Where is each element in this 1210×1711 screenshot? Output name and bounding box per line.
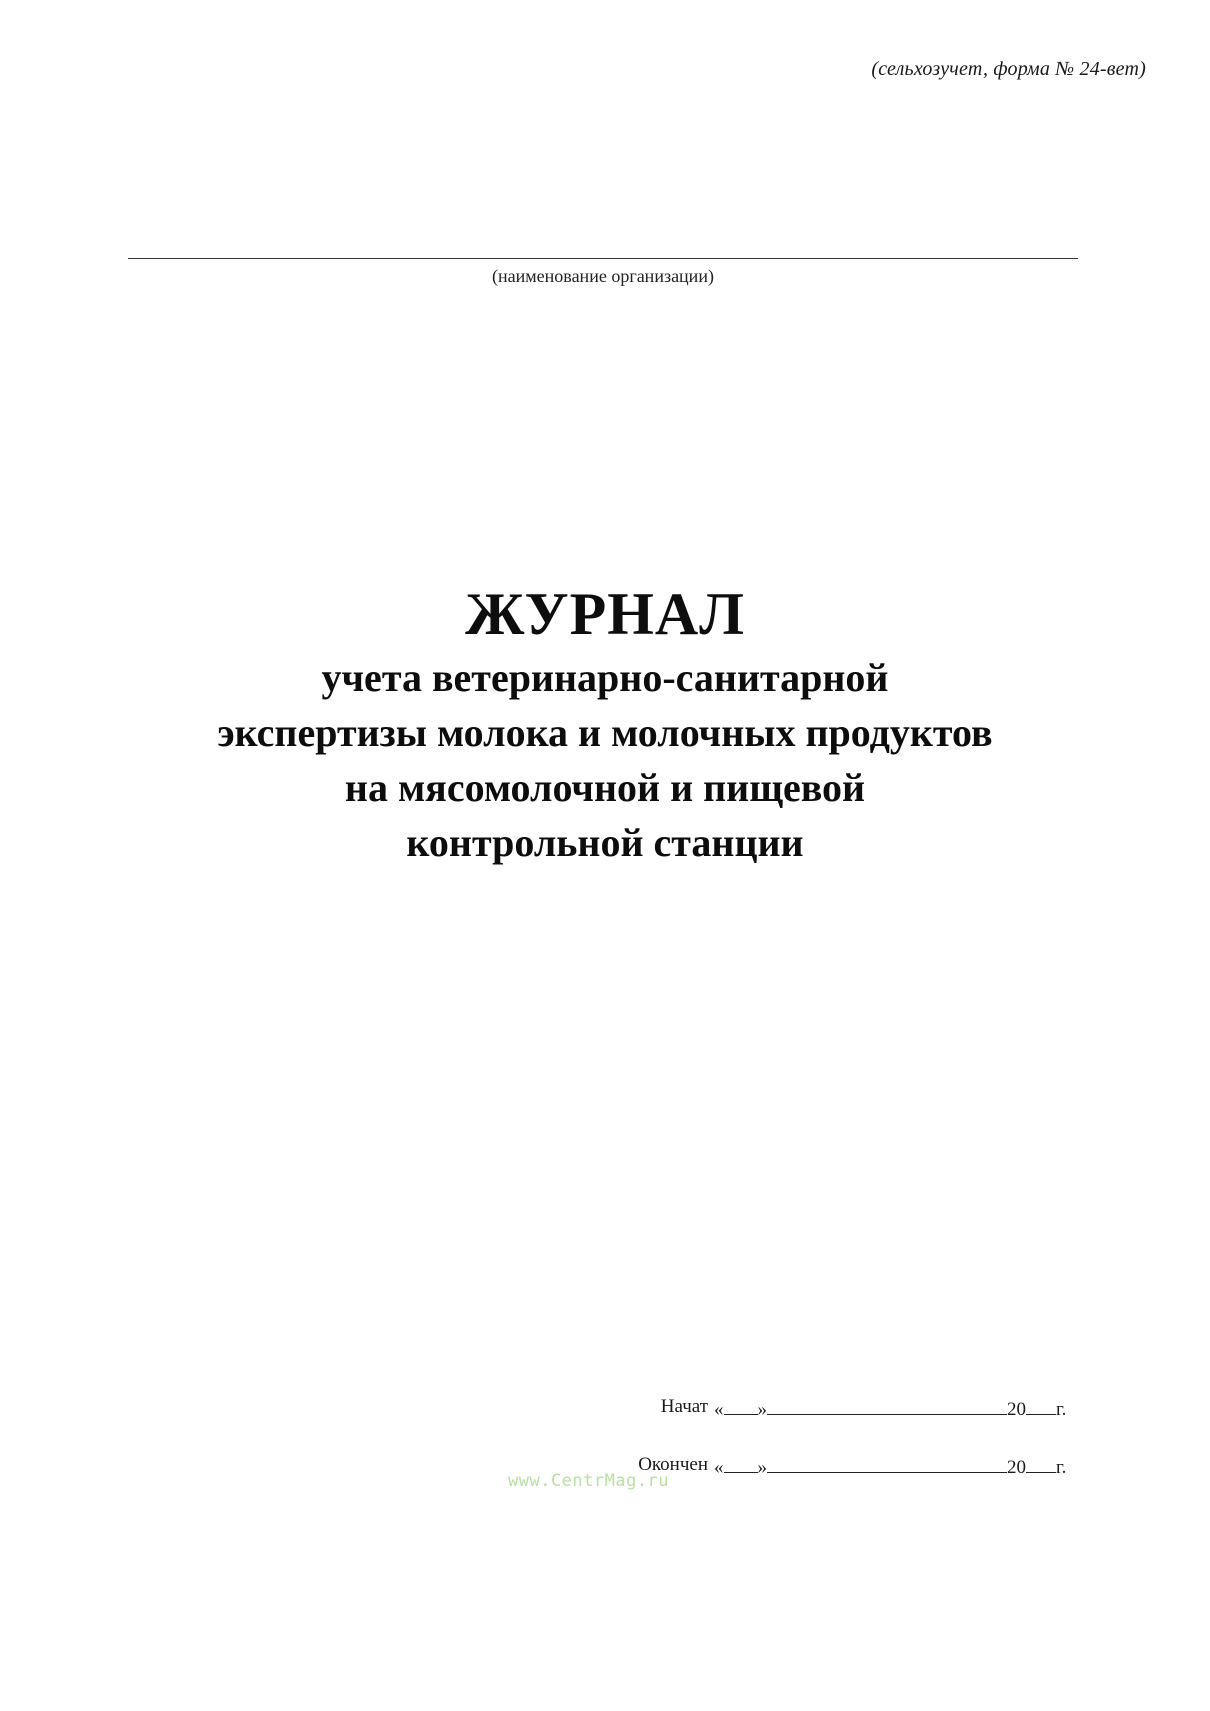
- journal-subtitle-line-4: контрольной станции: [406, 820, 804, 865]
- journal-subtitle-line-1: учета ветеринарно-санитарной: [321, 655, 889, 700]
- end-day-blank[interactable]: [724, 1454, 758, 1473]
- organization-caption: (наименование организации): [492, 266, 714, 286]
- form-reference: (сельхозучет, форма № 24-вет): [871, 58, 1146, 80]
- end-date-label: Окончен: [638, 1454, 708, 1475]
- end-quote-open: «: [714, 1457, 724, 1478]
- journal-subtitle-line-3: на мясомолочной и пищевой: [344, 765, 866, 810]
- end-date-fields: [714, 1454, 1066, 1479]
- end-month-blank[interactable]: [767, 1454, 1007, 1473]
- start-year-suffix: г.: [1056, 1399, 1067, 1420]
- journal-title: ЖУРНАЛ: [465, 581, 745, 647]
- journal-subtitle-line-2: экспертизы молока и молочных продуктов: [217, 710, 993, 755]
- end-year-suffix: г.: [1056, 1457, 1067, 1478]
- start-quote-close: »: [757, 1399, 767, 1420]
- journal-title-block: [60, 578, 1150, 870]
- end-year-blank[interactable]: [1026, 1454, 1056, 1473]
- site-watermark: www.CentrMag.ru: [508, 1471, 670, 1491]
- start-year-blank[interactable]: [1026, 1396, 1056, 1415]
- start-date-label: Начат: [660, 1396, 708, 1417]
- start-day-blank[interactable]: [724, 1396, 758, 1415]
- start-month-blank[interactable]: [767, 1396, 1007, 1415]
- start-quote-open: «: [714, 1399, 724, 1420]
- organization-name-line: [128, 258, 1078, 259]
- end-quote-close: »: [757, 1457, 767, 1478]
- end-year-prefix: 20: [1007, 1457, 1026, 1478]
- start-year-prefix: 20: [1007, 1399, 1026, 1420]
- start-date-fields: [714, 1396, 1066, 1421]
